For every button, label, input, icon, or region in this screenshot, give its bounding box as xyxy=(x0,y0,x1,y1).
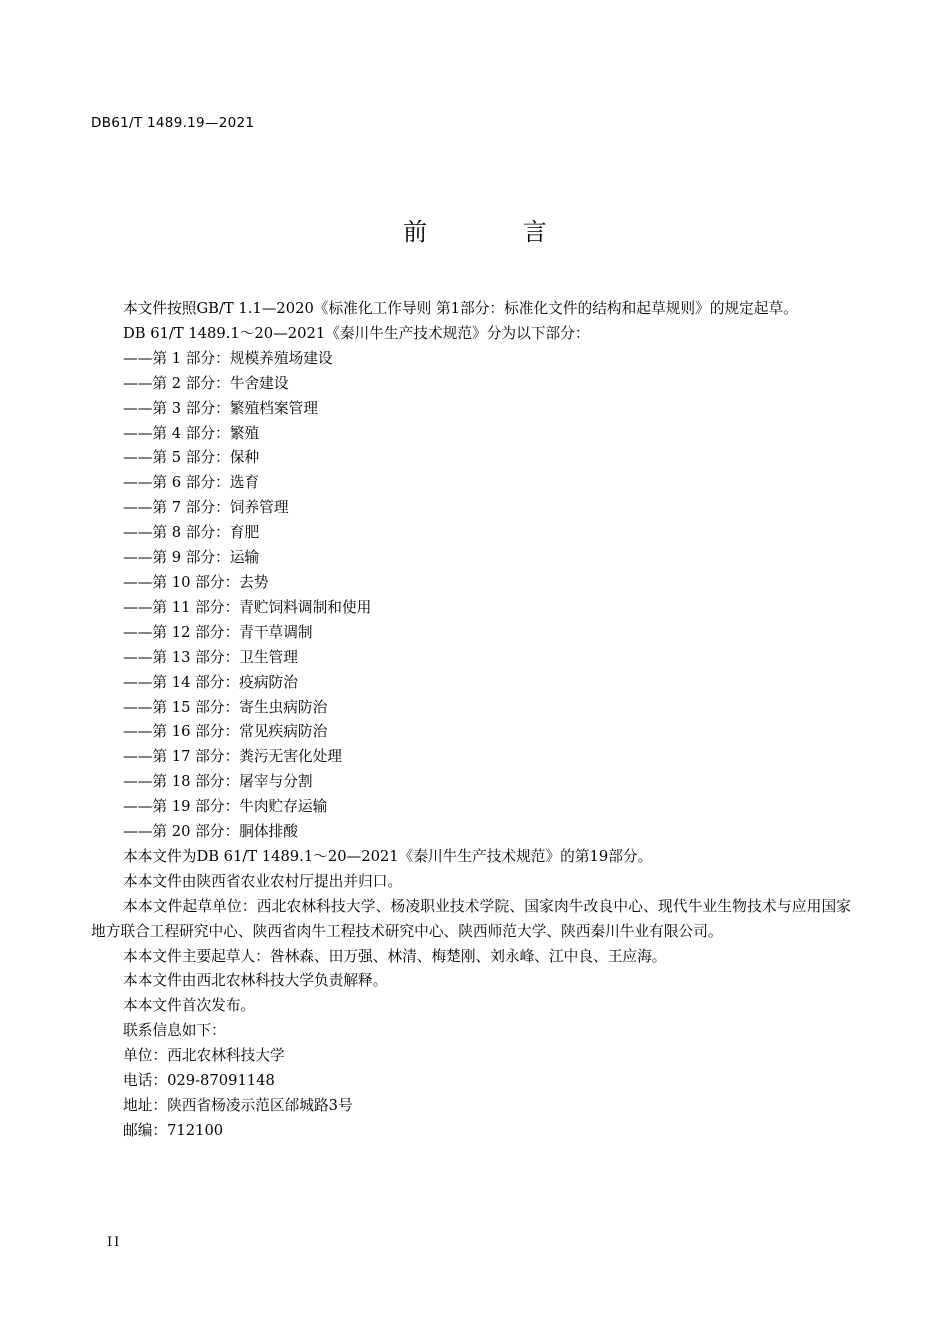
list-item: ——第 19 部分：牛肉贮存运输 xyxy=(123,798,328,816)
proposer-statement: 本本文件由陕西省农业农村厅提出并归口。 xyxy=(123,872,403,890)
list-item: ——第 4 部分：繁殖 xyxy=(123,424,260,442)
drafters-statement: 本本文件主要起草人：昝林森、田万强、林清、梅楚刚、刘永峰、江中良、王应海。 xyxy=(123,947,667,965)
page-title: 前 言 xyxy=(403,218,591,246)
interpretation-statement: 本本文件由西北农林科技大学负责解释。 xyxy=(123,972,388,990)
list-item: ——第 9 部分：运输 xyxy=(123,549,260,567)
list-item: ——第 2 部分：牛舍建设 xyxy=(123,374,289,392)
part-statement: 本本文件为DB 61/T 1489.1～20—2021《秦川牛生产技术规范》的第19部分。 xyxy=(123,847,653,865)
contact-postcode: 邮编：712100 xyxy=(123,1121,224,1139)
list-item: ——第 1 部分：规模养殖场建设 xyxy=(123,349,333,367)
contact-unit: 单位：西北农林科技大学 xyxy=(123,1047,285,1065)
parts-list xyxy=(91,347,851,845)
list-item: ——第 16 部分：常见疾病防治 xyxy=(123,723,328,741)
contact-phone: 电话：029-87091148 xyxy=(123,1072,275,1090)
page-number: II xyxy=(107,1235,122,1250)
list-item: ——第 7 部分：饲养管理 xyxy=(123,499,289,517)
list-item: ——第 6 部分：选育 xyxy=(123,474,260,492)
list-item: ——第 3 部分：繁殖档案管理 xyxy=(123,399,318,417)
drafting-units-statement: 本本文件起草单位：西北农林科技大学、杨凌职业技术学院、国家肉牛改良中心、现代牛业生物技术与应用国家地方联合工程研究中心、陕西省肉牛工程技术研究中心、陕西师范大学、陕西秦川牛业有限公司。 xyxy=(91,897,851,940)
parts-intro-paragraph: DB 61/T 1489.1～20—2021《秦川牛生产技术规范》分为以下部分： xyxy=(123,324,590,342)
list-item: ——第 5 部分：保种 xyxy=(123,449,260,467)
foreword-body xyxy=(91,297,851,1144)
list-item: ——第 15 部分：寄生虫病防治 xyxy=(123,698,328,716)
list-item: ——第 11 部分：青贮饲料调制和使用 xyxy=(123,598,372,616)
list-item: ——第 17 部分：粪污无害化处理 xyxy=(123,748,342,766)
list-item: ——第 18 部分：屠宰与分割 xyxy=(123,773,313,791)
list-item: ——第 8 部分：育肥 xyxy=(123,524,260,542)
contact-heading: 联系信息如下： xyxy=(123,1022,226,1040)
contact-address: 地址：陕西省杨凌示范区邰城路3号 xyxy=(123,1097,353,1114)
list-item: ——第 12 部分：青干草调制 xyxy=(123,623,313,641)
list-item: ——第 14 部分：疫病防治 xyxy=(123,673,298,691)
list-item: ——第 13 部分：卫生管理 xyxy=(123,648,298,666)
first-release-statement: 本本文件首次发布。 xyxy=(123,997,256,1015)
list-item: ——第 20 部分：胴体排酸 xyxy=(123,823,298,841)
document-id: DB61/T 1489.19—2021 xyxy=(91,115,255,131)
contact-info xyxy=(91,1044,851,1144)
list-item: ——第 10 部分：去势 xyxy=(123,573,269,591)
intro-paragraph: 本文件按照GB/T 1.1—2020《标准化工作导则 第1部分：标准化文件的结构和起草规则》的规定起草。 xyxy=(123,300,798,317)
